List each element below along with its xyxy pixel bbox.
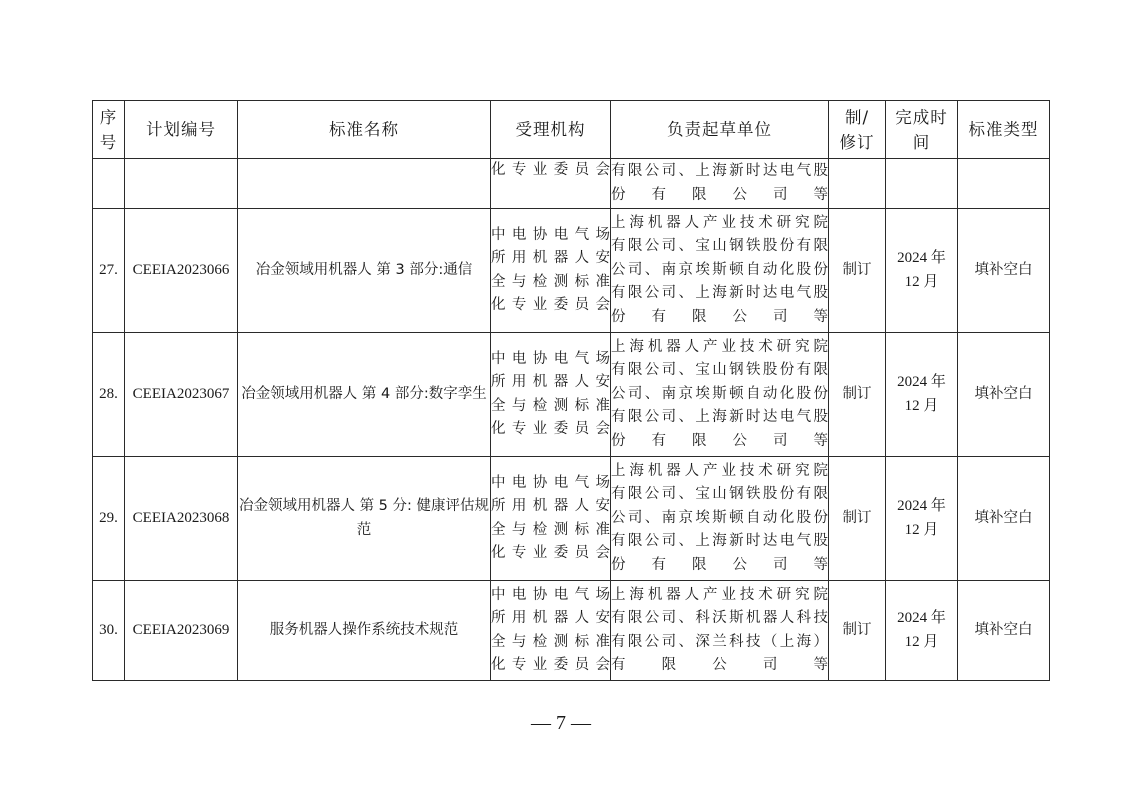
- cell-agency: 中电协电气场 所用机器人安 全与检测标准 化专业委员会: [491, 457, 611, 581]
- cell-category: [958, 159, 1050, 209]
- cell-type: [829, 159, 886, 209]
- cell-category: 填补空白: [958, 209, 1050, 333]
- cell-std-name: 冶金领域用机器人 第 4 部分:数字孪生: [238, 333, 491, 457]
- cell-seq: 27.: [93, 209, 125, 333]
- cell-plan-no: CEEIA2023068: [125, 457, 238, 581]
- header-category: 标准类型: [958, 101, 1050, 159]
- cell-drafter: 上海机器人产业技术研究院 有限公司、宝山钢铁股份有限 公司、南京埃斯顿自动化股份 有限公司、上海新时达电气股 份有限公司等: [611, 209, 829, 333]
- cell-agency: 中电协电气场 所用机器人安 全与检测标准 化专业委员会: [491, 333, 611, 457]
- cell-type: 制订: [829, 581, 886, 681]
- header-drafter: 负责起草单位: [611, 101, 829, 159]
- standards-plan-table: [92, 100, 1050, 681]
- page-number: — 7 —: [531, 712, 591, 734]
- cell-drafter: 上海机器人产业技术研究院 有限公司、科沃斯机器人科技 有限公司、深兰科技（上海） 有限公司等: [611, 581, 829, 681]
- cell-category: 填补空白: [958, 333, 1050, 457]
- cell-drafter: 上海机器人产业技术研究院 有限公司、宝山钢铁股份有限 公司、南京埃斯顿自动化股份 有限公司、上海新时达电气股 份有限公司等: [611, 333, 829, 457]
- table-row-continuation: [93, 159, 1050, 209]
- table-row: [93, 581, 1050, 681]
- cell-type: 制订: [829, 333, 886, 457]
- cell-done: 2024 年 12 月: [886, 457, 958, 581]
- table-row: [93, 457, 1050, 581]
- cell-agency: 化专业委员会: [491, 159, 611, 209]
- cell-seq: 28.: [93, 333, 125, 457]
- cell-category: 填补空白: [958, 457, 1050, 581]
- cell-plan-no: CEEIA2023069: [125, 581, 238, 681]
- cell-agency: 中电协电气场 所用机器人安 全与检测标准 化专业委员会: [491, 209, 611, 333]
- header-agency: 受理机构: [491, 101, 611, 159]
- header-seq: 序 号: [93, 101, 125, 159]
- cell-category: 填补空白: [958, 581, 1050, 681]
- cell-plan-no: [125, 159, 238, 209]
- cell-agency: 中电协电气场 所用机器人安 全与检测标准 化专业委员会: [491, 581, 611, 681]
- cell-done: 2024 年 12 月: [886, 581, 958, 681]
- cell-type: 制订: [829, 457, 886, 581]
- cell-drafter: 有限公司、上海新时达电气股 份有限公司等: [611, 159, 829, 209]
- cell-std-name: 冶金领域用机器人 第 3 部分:通信: [238, 209, 491, 333]
- table-row: [93, 209, 1050, 333]
- cell-std-name: 服务机器人操作系统技术规范: [238, 581, 491, 681]
- cell-done: 2024 年 12 月: [886, 209, 958, 333]
- cell-plan-no: CEEIA2023067: [125, 333, 238, 457]
- cell-std-name: [238, 159, 491, 209]
- header-plan-no: 计划编号: [125, 101, 238, 159]
- cell-seq: [93, 159, 125, 209]
- cell-drafter: 上海机器人产业技术研究院 有限公司、宝山钢铁股份有限 公司、南京埃斯顿自动化股份 有限公司、上海新时达电气股 份有限公司等: [611, 457, 829, 581]
- header-done: 完成时 间: [886, 101, 958, 159]
- cell-plan-no: CEEIA2023066: [125, 209, 238, 333]
- cell-done: [886, 159, 958, 209]
- table-row: [93, 333, 1050, 457]
- cell-type: 制订: [829, 209, 886, 333]
- table-header-row: [93, 101, 1050, 159]
- cell-done: 2024 年 12 月: [886, 333, 958, 457]
- header-std-name: 标准名称: [238, 101, 491, 159]
- header-type: 制/ 修订: [829, 101, 886, 159]
- cell-seq: 30.: [93, 581, 125, 681]
- cell-seq: 29.: [93, 457, 125, 581]
- cell-std-name: 冶金领域用机器人 第 5 分: 健康评估规范: [238, 457, 491, 581]
